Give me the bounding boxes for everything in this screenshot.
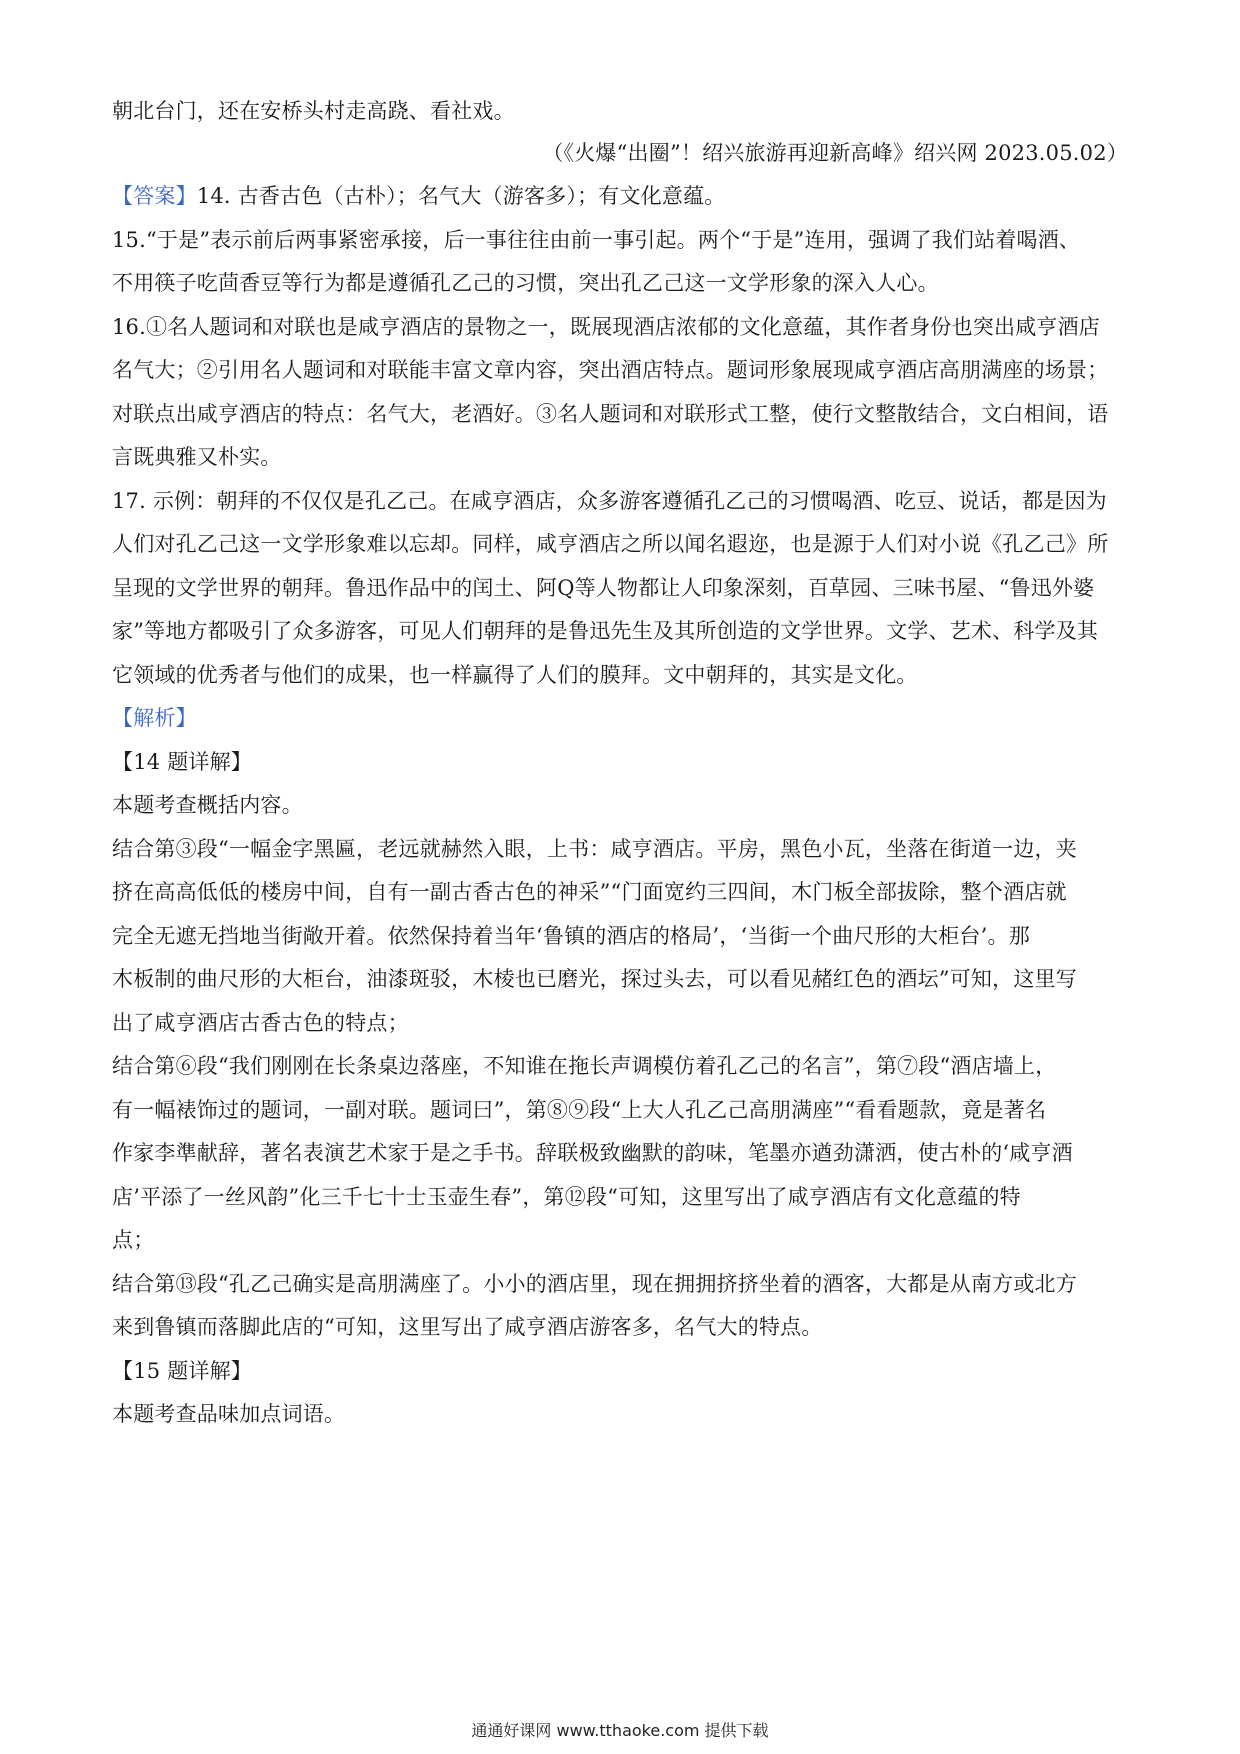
answer-q16-line: 对联点出咸亨酒店的特点：名气大，老酒好。③名人题词和对联形式工整，使行文整散结合，文白相间，语 [112,402,1109,426]
q15-detail-heading: 【15 题详解】 [112,1359,252,1383]
q14-detail-line: 作家李準献辞，著名表演艺术家于是之手书。辞联极致幽默的韵味，笔墨亦遒劲潇洒，使古朴的‘咸亨酒 [112,1141,1073,1165]
citation: （《火爆“出圈”！绍兴旅游再迎新高峰》绍兴网 2023.05.02） [542,141,1128,165]
q14-detail-line: 来到鲁镇而落脚此店的“可知，这里写出了咸亨酒店游客多，名气大的特点。 [112,1315,823,1339]
passage-closing-line: 朝北台门，还在安桥头村走高跷、看社戏。 [112,99,515,123]
page-footer: 通通好课网 www.tthaoke.com 提供下载 [471,1721,769,1740]
answer-q17-line: 人们对孔乙己这一文学形象难以忘却。同样，咸亨酒店之所以闻名遐迩，也是源于人们对小说《孔乙己》所 [112,532,1109,556]
q14-detail-heading: 【14 题详解】 [112,750,252,774]
q14-detail-line: 有一幅裱饰过的题词，一副对联。题词曰”，第⑧⑨段“上大人孔乙己高朋满座”“看看题款，竟是著名 [112,1098,1047,1122]
q15-detail-intro: 本题考查品味加点词语。 [112,1402,346,1426]
q14-detail-intro: 本题考查概括内容。 [112,793,303,817]
answer-label: 【答案】 [112,184,197,208]
q14-detail-line: 出了咸亨酒店古香古色的特点； [112,1011,409,1035]
q14-detail-line: 挤在高高低低的楼房中间，自有一副古香古色的神采”“门面宽约三四间，木门板全部拔除，整个酒店就 [112,880,1067,904]
answer-q14: 14. 古香古色（古朴）；名气大（游客多）；有文化意蕴。 [196,184,726,208]
answer-q17-line: 家”等地方都吸引了众多游客，可见人们朝拜的是鲁迅先生及其所创造的文学世界。文学、艺术、科学及其 [112,619,1099,643]
analysis-label: 【解析】 [112,706,197,730]
q14-detail-line: 结合第⑬段“孔乙己确实是高朋满座了。小小的酒店里，现在拥拥挤挤坐着的酒客，大都是从南方或北方 [112,1272,1077,1296]
answer-q15-line: 15.“于是”表示前后两事紧密承接，后一事往往由前一事引起。两个“于是”连用，强调了我们站着喝酒、 [112,228,1081,252]
answer-q15-line: 不用筷子吃茴香豆等行为都是遵循孔乙己的习惯，突出孔乙己这一文学形象的深入人心。 [112,271,939,295]
answer-q16-line: 名气大；②引用名人题词和对联能丰富文章内容，突出酒店特点。题词形象展现咸亨酒店高朋满座的场景； [112,358,1109,382]
answer-q16-line: 言既典雅又朴实。 [112,445,282,469]
q14-detail-line: 店’平添了一丝风韵”化三千七十士玉壶生春”，第⑫段“可知，这里写出了咸亨酒店有文化意蕴的特 [112,1185,1021,1209]
answer-q16-line: 16.①名人题词和对联也是咸亨酒店的景物之一，既展现酒店浓郁的文化意蕴，其作者身份也突出咸亨酒店 [112,315,1100,339]
answer-q17-line: 17. 示例：朝拜的不仅仅是孔乙己。在咸亨酒店，众多游客遵循孔乙己的习惯喝酒、吃豆、说话，都是因为 [112,489,1107,513]
q14-detail-line: 结合第⑥段“我们刚刚在长条桌边落座，不知谁在拖长声调模仿着孔乙己的名言”，第⑦段“酒店墙上， [112,1054,1057,1078]
answer-q14-line [112,183,1128,209]
q14-detail-line: 点； [112,1228,155,1252]
answer-q17-line: 呈现的文学世界的朝拜。鲁迅作品中的闰土、阿Q等人物都让人印象深刻，百草园、三味书屋、“鲁迅外婆 [112,576,1095,600]
q14-detail-line: 完全无遮无挡地当街敞开着。依然保持着当年‘鲁镇的酒店的格局’，‘当街一个曲尺形的大柜台’。那 [112,924,1030,948]
q14-detail-line: 结合第③段“一幅金字黑匾，老远就赫然入眼，上书：咸亨酒店。平房，黑色小瓦，坐落在街道一边，夹 [112,837,1077,861]
answer-q17-line: 它领域的优秀者与他们的成果，也一样赢得了人们的膜拜。文中朝拜的，其实是文化。 [112,663,918,687]
q14-detail-line: 木板制的曲尺形的大柜台，油漆斑驳，木棱也已磨光，探过头去，可以看见赭红色的酒坛”可知，这里写 [112,967,1077,991]
